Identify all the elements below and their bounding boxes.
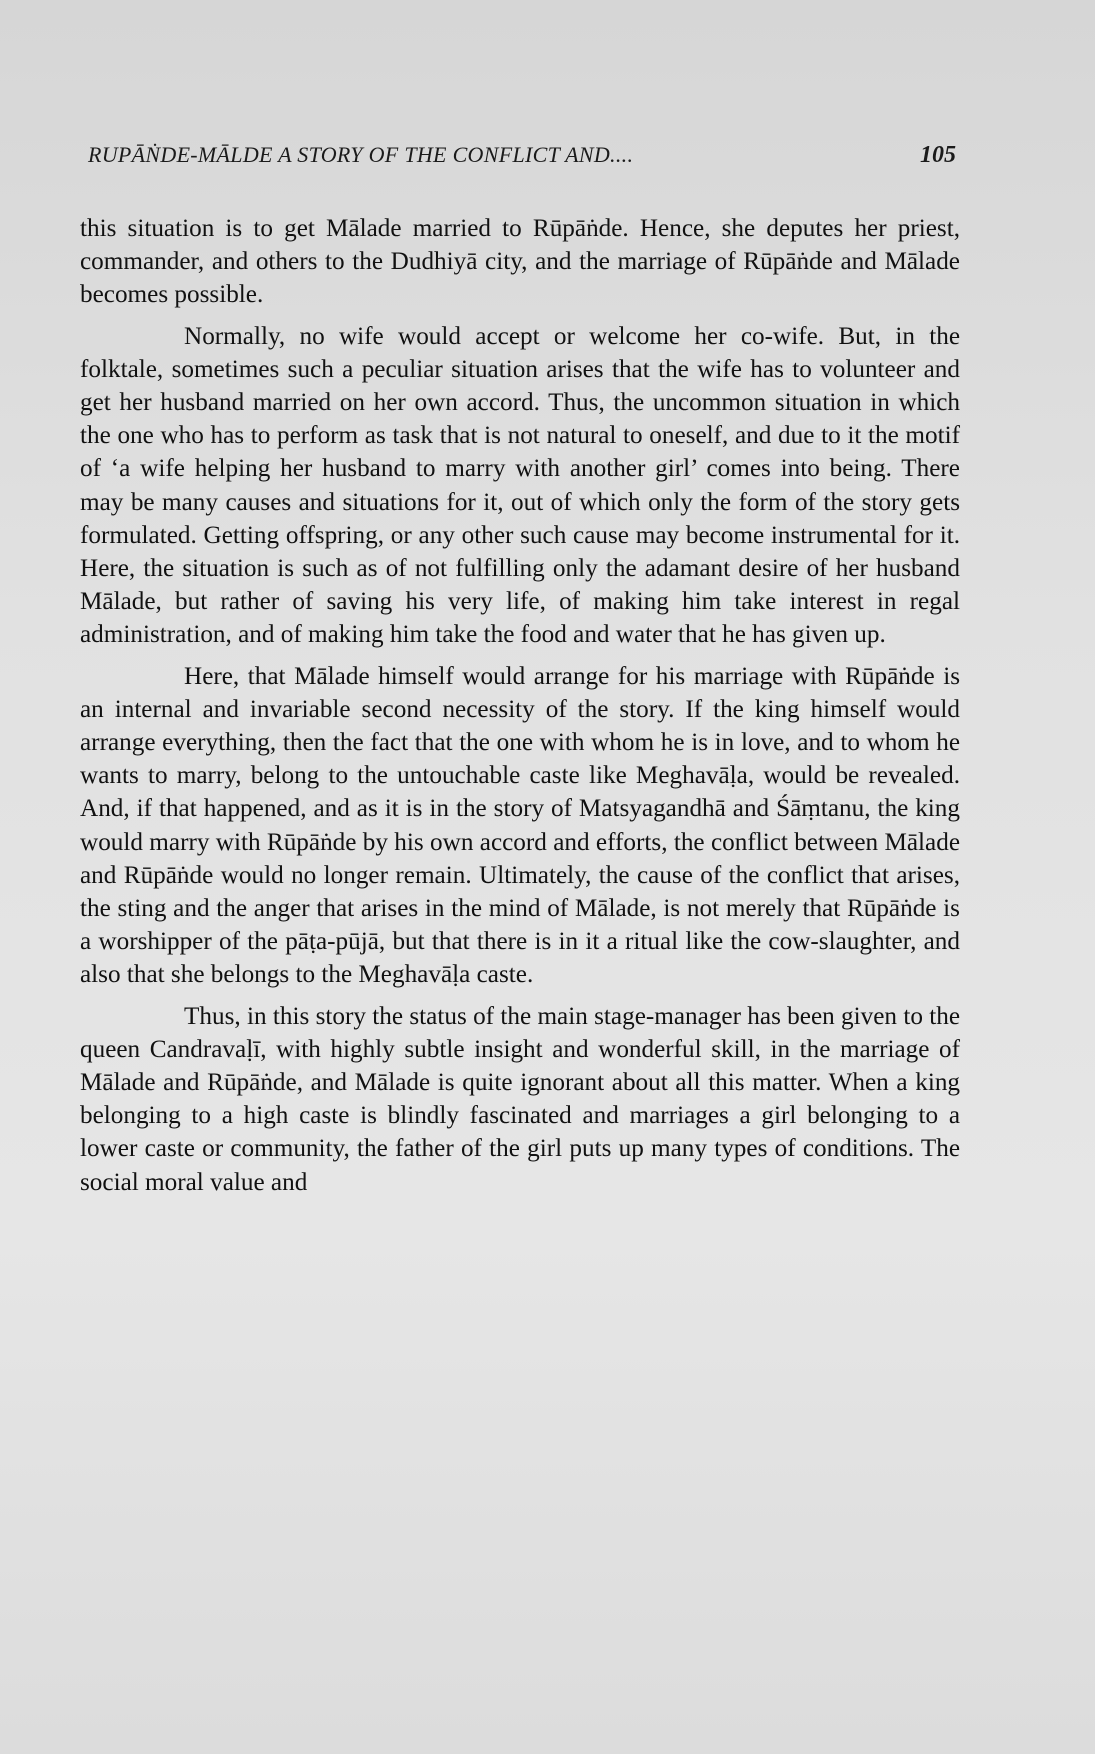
page-number: 105 bbox=[920, 142, 956, 168]
paragraph-co-wife: Normally, no wife would accept or welcome her co-wife. But, in the folktale, sometimes such a peculiar situation arises that the wife has to volunteer and get her husband married on her own accord. Thus, the uncommon situation in which the one who has to perform as task that is not natural to oneself, and due to it the motif of ‘a wife helping her husband to marry with another girl’ comes into being. There may be many causes and situations for it, out of which only the form of the story gets formulated. Getting offspring, or any other such cause may become instrumental for it. Here, the situation is such as of not fulfilling only the adamant desire of her husband Mālade, but rather of saving his very life, of making him take interest in regal administration, and of making him take the food and water that he has given up. bbox=[80, 322, 960, 649]
paragraph-marriage-arrangement: Here, that Mālade himself would arrange for his marriage with Rūpāṅde is an internal and invariable second necessity of the story. If the king himself would arrange everything, then the fact that the one with whom he is in love, and to whom he wants to marry, belong to the untouchable caste like Meghavāḷa, would be revealed. And, if that happened, and as it is in the story of Matsyagandhā and Śāṃtanu, the king would marry with Rūpāṅde by his own accord and efforts, the conflict between Mālade and Rūpāṅde would no longer remain. Ultimately, the cause of the conflict that arises, the sting and the anger that arises in the mind of Mālade, is not merely that Rūpāṅde is a worshipper of the pāṭa-pūjā, but that there is in it a ritual like the cow-slaughter, and also that she belongs to the Meghavāḷa caste. bbox=[80, 662, 960, 989]
paragraph-continued: this situation is to get Mālade married to Rūpāṅde. Hence, she deputes her priest, commander, and others to the Dudhiyā city, and the marriage of Rūpāṅde and Mālade becomes possible. bbox=[80, 215, 960, 309]
paragraph-stage-manager: Thus, in this story the status of the main stage-manager has been given to the queen Candravaḷī, with highly subtle insight and wonderful skill, in the marriage of Mālade and Rūpāṅde, and Mālade is quite ignorant about all this matter. When a king belonging to a high caste is blindly fascinated and marriages a girl belonging to a lower caste or community, the father of the girl puts up many types of conditions. The social moral value and bbox=[80, 1002, 960, 1196]
running-head: RUPĀṄDE-MĀLDE A STORY OF THE CONFLICT AND.... bbox=[88, 142, 634, 167]
body-text bbox=[80, 212, 960, 1199]
page-header bbox=[88, 142, 956, 176]
